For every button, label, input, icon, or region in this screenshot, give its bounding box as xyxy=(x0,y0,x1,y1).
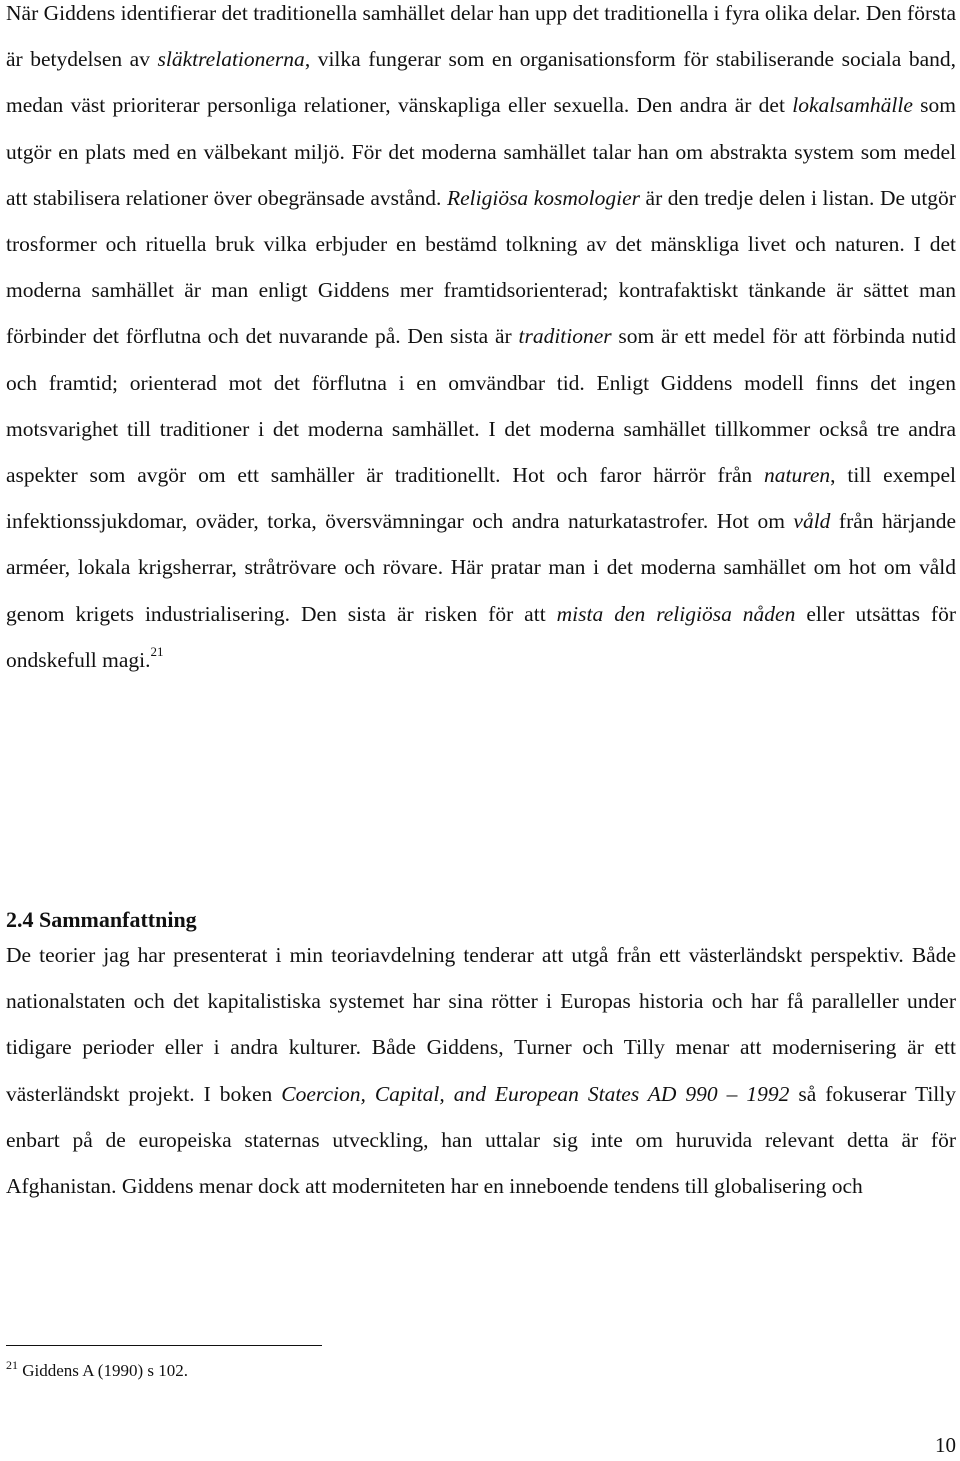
italic-term: Religiösa kosmologier xyxy=(446,185,641,210)
text-run: så fokuserar Tilly enbart på de europeiska staternas utveckling, han uttalar sig inte om huruvida relevant detta är för Afghanistan. Giddens menar dock att moderniteten har en inneboende tendens till globalisering och xyxy=(6,1081,957,1199)
text-run: , till exempel infektionssjukdomar, oväder, torka, översvämningar och andra naturkatastrofer. Hot om xyxy=(6,463,957,534)
text-run: från härjande arméer, lokala krigsherrar, stråtrövare och rövare. Här pratar man i det moderna samhället om hot om våld genom krigets industrialisering. Den sista är risken för att xyxy=(6,509,957,626)
section-heading: 2.4 Sammanfattning xyxy=(6,907,197,932)
footnote xyxy=(6,1357,188,1385)
text-run: är den tredje delen i listan. De utgör trosformer och rituella bruk vilka erbjuder en bestämd tolkning av det mänskliga livet och naturen. I det moderna samhället är man enligt Giddens mer framtidsorienterad; kontrafaktiskt tänkande är sättet man förbinder det förflutna och det nuvarande på. Den sista är xyxy=(6,185,956,349)
text-run: som är ett medel för att förbinda nutid och framtid; orienterad mot det förflutna i en omvändbar tid. Enligt Giddens modell finns det ingen motsvarighet till traditioner i det moderna samhället. I det moderna samhället tillkommer också tre andra aspekter som avgör om ett samhäller är traditionellt. Hot och faror härrör från xyxy=(6,324,956,488)
body-paragraph-2 xyxy=(6,932,956,1209)
italic-term: Coercion, Capital, and European States AD 990 – 1992 xyxy=(281,1081,790,1106)
italic-term: naturen xyxy=(764,463,831,488)
italic-term: traditioner xyxy=(518,324,612,349)
text-run: , vilka fungerar som en organisationsform för stabiliserande sociala band, medan väst prioriterar personliga relationer, vänskapliga eller sexuella. Den andra är det xyxy=(6,47,956,118)
footnote-separator xyxy=(6,1345,322,1346)
text-run: som utgör en plats med en välbekant miljö. För det moderna samhället talar han om abstrakta system som medel att stabilisera relationer över obegränsade avstånd. xyxy=(6,93,957,210)
page-number: 10 xyxy=(935,1433,956,1457)
body-paragraph-1 xyxy=(6,0,956,683)
footnote-number: 21 xyxy=(6,1358,18,1372)
italic-term: släktrelationerna xyxy=(157,47,305,72)
text-run: eller utsättas för ondskefull magi. xyxy=(6,601,956,672)
footnote-text: Giddens A (1990) s 102. xyxy=(18,1361,188,1380)
italic-term: våld xyxy=(793,509,831,534)
italic-term: lokalsamhälle xyxy=(792,93,913,118)
text-run: När Giddens identifierar det traditionella samhället delar han upp det traditionella i fyra olika delar. Den första är betydelsen av xyxy=(6,1,956,72)
footnote-reference: 21 xyxy=(150,643,164,659)
text-run: De teorier jag har presenterat i min teoriavdelning tenderar att utgå från ett västerländskt perspektiv. Både nationalstaten och det kapitalistiska systemet har sina rötter i Europas historia och har få paralleller under tidigare perioder eller i andra kulturer. Både Giddens, Turner och Tilly menar att modernisering är ett västerländskt projekt. I boken xyxy=(6,943,956,1106)
italic-term: mista den religiösa nåden xyxy=(556,601,796,626)
